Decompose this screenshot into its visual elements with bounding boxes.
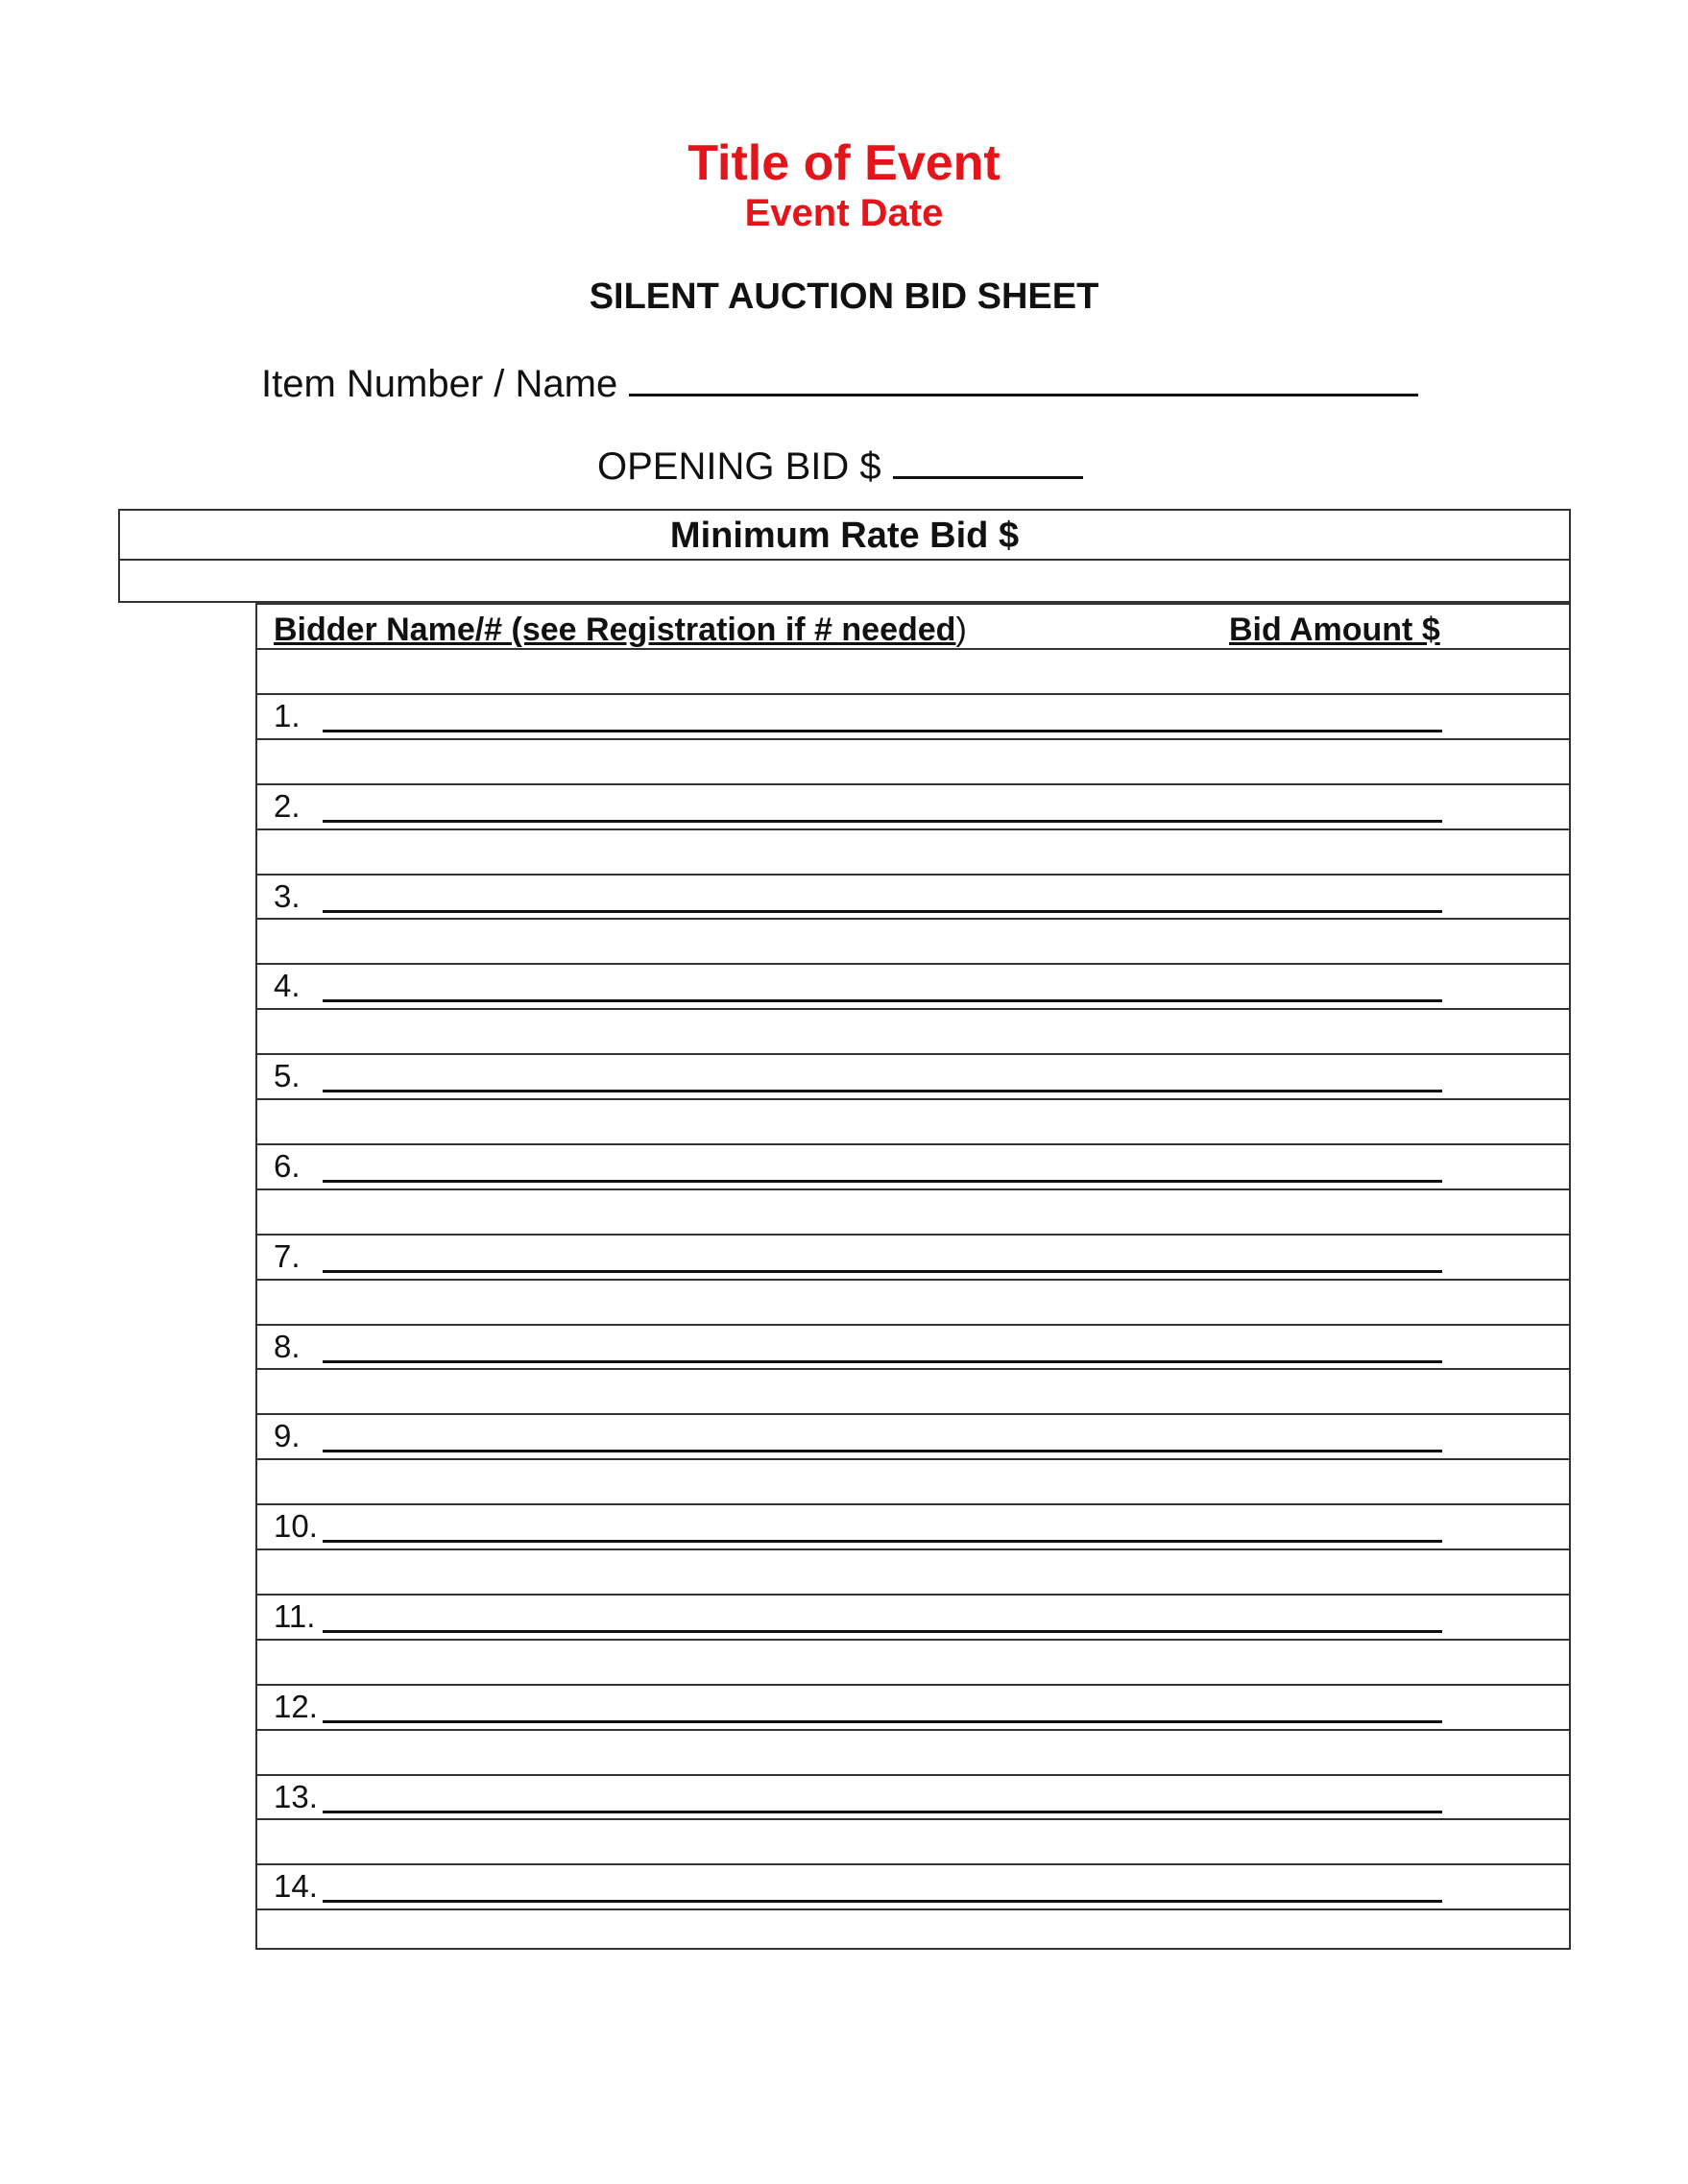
table-rule [257, 1639, 1569, 1641]
table-rule [257, 1368, 1569, 1370]
table-rule [257, 963, 1569, 965]
bid-row-number: 5. [274, 1058, 301, 1094]
table-rule [257, 1908, 1569, 1910]
table-rule [257, 1053, 1569, 1055]
bid-row-number: 4. [274, 968, 301, 1004]
bid-row-number: 7. [274, 1237, 301, 1274]
bid-row-number: 9. [274, 1418, 301, 1454]
bid-table [255, 603, 1571, 1950]
table-rule [257, 1594, 1569, 1596]
bid-row-blank[interactable] [323, 1090, 1442, 1092]
table-rule [257, 1234, 1569, 1236]
table-rule [257, 1098, 1569, 1100]
opening-bid-label: OPENING BID $ [597, 445, 881, 488]
bid-row-number: 3. [274, 877, 301, 914]
bid-row-blank[interactable] [323, 1360, 1442, 1363]
minimum-rate-box [118, 509, 1571, 603]
event-date: Event Date [744, 192, 944, 234]
opening-bid-blank[interactable] [893, 438, 1083, 479]
table-rule [257, 874, 1569, 876]
bid-table-header [257, 605, 1569, 650]
bid-row-blank[interactable] [323, 999, 1442, 1002]
bid-row-blank[interactable] [323, 1630, 1442, 1633]
bid-row-number: 10. [274, 1508, 318, 1545]
table-rule [257, 1818, 1569, 1820]
bid-row-blank[interactable] [323, 1900, 1442, 1903]
table-rule [257, 1188, 1569, 1190]
table-rule [257, 1774, 1569, 1776]
table-rule [257, 1503, 1569, 1505]
table-rule [257, 1143, 1569, 1145]
bid-row-blank[interactable] [323, 910, 1442, 913]
table-rule [257, 1863, 1569, 1865]
bidder-name-header [274, 611, 967, 649]
bid-row-number: 13. [274, 1778, 318, 1814]
table-rule [257, 1548, 1569, 1550]
bid-row-number: 11. [274, 1597, 316, 1634]
bidder-name-header-close: ) [955, 612, 967, 648]
table-rule [257, 783, 1569, 785]
table-rule [257, 1413, 1569, 1415]
bid-row-blank[interactable] [323, 820, 1442, 823]
bid-row-number: 6. [274, 1147, 301, 1184]
bidder-name-header-text: Bidder Name/# (see Registration if # needed [274, 612, 956, 648]
event-title: Title of Event [687, 135, 1001, 191]
bid-row-number: 14. [274, 1868, 318, 1905]
table-rule [257, 1324, 1569, 1326]
table-rule [257, 1684, 1569, 1686]
minimum-rate-label: Minimum Rate Bid $ [120, 511, 1569, 561]
item-number-name-field [261, 355, 1418, 409]
table-rule [257, 693, 1569, 695]
opening-bid-field [597, 438, 1083, 492]
minimum-rate-value-cell[interactable] [120, 561, 1569, 603]
bid-row-blank[interactable] [323, 1270, 1442, 1273]
bid-row-blank[interactable] [323, 1540, 1442, 1543]
sheet-title: SILENT AUCTION BID SHEET [589, 276, 1099, 317]
bid-row-blank[interactable] [323, 1450, 1442, 1452]
bid-row-number: 1. [274, 697, 301, 733]
bid-row-blank[interactable] [323, 1811, 1442, 1813]
item-number-name-blank[interactable] [629, 355, 1418, 396]
table-rule [257, 1729, 1569, 1731]
bid-amount-header: Bid Amount $ [1229, 612, 1440, 648]
table-rule [257, 1279, 1569, 1281]
table-rule [257, 738, 1569, 740]
bid-row-number: 2. [274, 787, 301, 824]
table-rule [257, 1008, 1569, 1010]
bid-row-number: 8. [274, 1328, 301, 1364]
bid-row-blank[interactable] [323, 1720, 1442, 1723]
table-rule [257, 918, 1569, 920]
bid-row-number: 12. [274, 1688, 318, 1724]
table-rule [257, 828, 1569, 830]
item-number-name-label: Item Number / Name [261, 363, 618, 405]
table-rule [257, 1458, 1569, 1460]
bid-row-blank[interactable] [323, 1180, 1442, 1183]
bid-row-blank[interactable] [323, 730, 1442, 732]
